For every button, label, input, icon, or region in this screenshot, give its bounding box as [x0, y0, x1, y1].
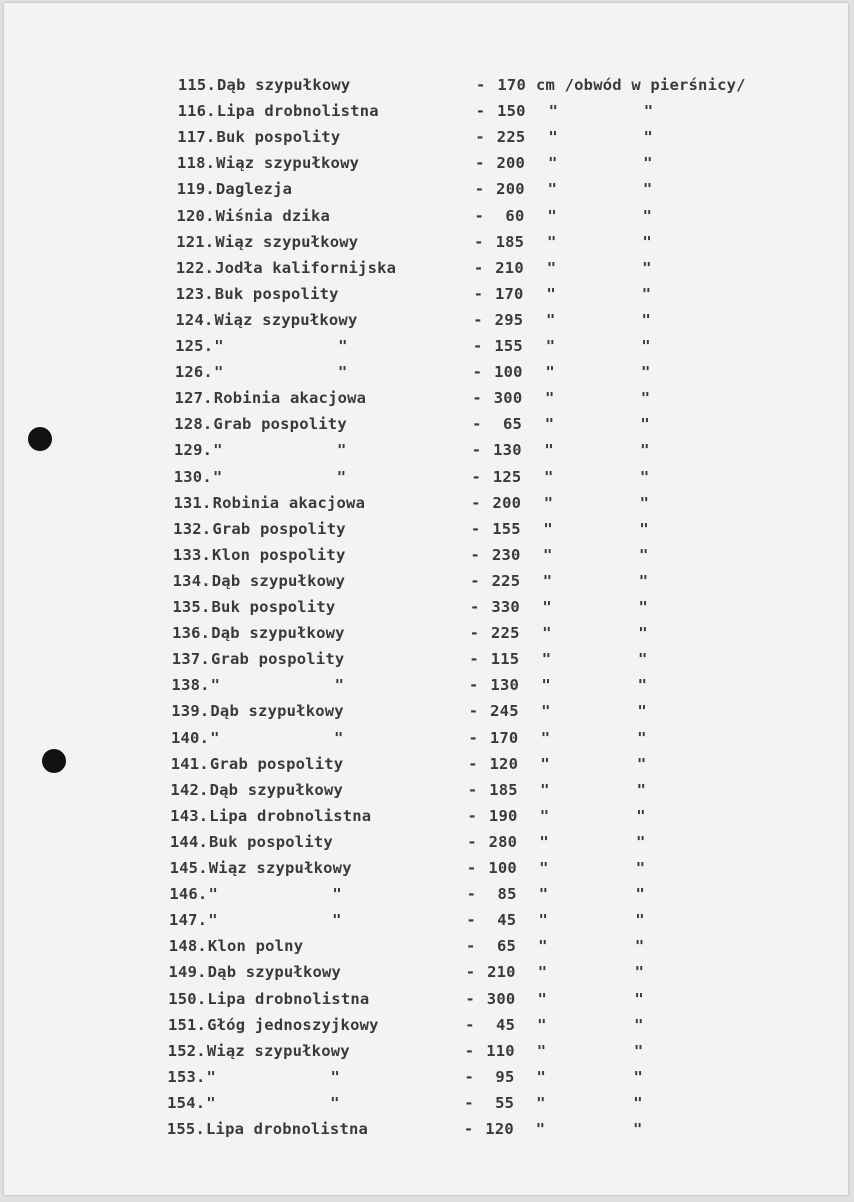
row-number: 136. [172, 624, 211, 643]
row-number: 124. [175, 310, 214, 329]
circumference-value: 155 [494, 337, 523, 355]
row-number: 135. [172, 598, 211, 616]
ditto-mark-note: " [639, 467, 650, 486]
dash: - [468, 728, 478, 747]
row-number: 155. [166, 1120, 205, 1138]
ditto-mark-unit: " [544, 441, 554, 460]
table-row [4, 727, 848, 749]
table-row [4, 805, 848, 827]
dash: - [469, 624, 480, 643]
dash: - [469, 598, 480, 616]
table-row [4, 1066, 848, 1088]
row-number: 128. [174, 415, 213, 434]
ditto-mark-note: " [636, 806, 646, 825]
row-number: 119. [176, 180, 215, 199]
ditto-mark-unit: " [537, 1015, 547, 1034]
ditto-mark-note: " [641, 310, 652, 329]
table-row [4, 674, 848, 696]
tree-species: Głóg jednoszyjkowy [207, 1015, 379, 1034]
tree-species: Grab pospolity [209, 754, 344, 773]
tree-species: Dąb szypułkowy [211, 571, 346, 590]
dash: - [466, 911, 476, 930]
circumference-value: 115 [490, 650, 520, 669]
ditto-mark-note: " [634, 1015, 644, 1034]
row-number: 139. [171, 702, 210, 721]
ditto-mark-note: " [640, 363, 651, 382]
row-number: 132. [173, 519, 212, 538]
ditto-mark-unit: " [544, 415, 555, 434]
table-row [4, 779, 848, 801]
ditto-mark-unit: " [541, 650, 552, 669]
tree-species: Buk pospolity [211, 598, 336, 616]
tree-species: Dąb szypułkowy [207, 963, 342, 982]
table-row [4, 1092, 848, 1114]
ditto-mark-unit: " [548, 154, 558, 173]
table-row [4, 883, 848, 905]
row-number: 151. [167, 1015, 207, 1034]
ditto-mark-note: " [638, 571, 649, 590]
tree-species: " " [212, 467, 347, 486]
row-number: 122. [175, 258, 215, 277]
ditto-mark-unit: " [542, 624, 552, 643]
row-number: 126. [174, 363, 213, 382]
row-number: 125. [175, 337, 214, 355]
ditto-mark-note: " [638, 598, 649, 616]
row-number: 131. [173, 493, 212, 512]
table-row [4, 492, 848, 514]
tree-species: Buk pospolity [214, 284, 339, 303]
tree-species: " " [210, 728, 344, 747]
row-number: 129. [174, 441, 213, 460]
circumference-value: 45 [496, 1015, 516, 1034]
table-row [4, 257, 848, 279]
dash: - [472, 337, 483, 355]
ditto-mark-note: " [633, 1067, 644, 1086]
dash: - [465, 963, 476, 982]
ditto-mark-unit: " [540, 754, 550, 773]
ditto-mark-note: " [639, 519, 649, 538]
dash: - [471, 493, 481, 512]
ditto-mark-unit: " [538, 911, 548, 930]
dash: - [476, 76, 486, 94]
ditto-mark-unit: " [542, 598, 552, 616]
tree-species: " " [210, 676, 345, 695]
table-row [4, 935, 848, 957]
circumference-value: 120 [485, 1120, 514, 1138]
table-row [4, 439, 848, 461]
row-number: 123. [175, 284, 214, 303]
circumference-value: 120 [489, 754, 519, 773]
circumference-value: 210 [487, 963, 516, 982]
ditto-mark-note: " [635, 911, 645, 930]
tree-species: Lipa drobnolistna [207, 989, 370, 1008]
ditto-mark-unit: " [547, 206, 557, 225]
dash: - [470, 571, 480, 590]
tree-species: " " [214, 337, 348, 355]
ditto-mark-unit: " [537, 963, 548, 982]
dash: - [469, 676, 479, 695]
row-number: 149. [168, 963, 207, 982]
ditto-mark-unit: " [538, 885, 549, 904]
tree-species: Dąb szypułkowy [217, 76, 351, 94]
dash: - [466, 859, 477, 877]
ditto-mark-unit: " [543, 519, 553, 538]
circumference-value: 125 [492, 467, 522, 486]
table-row [4, 596, 848, 618]
tree-species: Wiąz szypułkowy [208, 859, 352, 877]
row-number: 134. [172, 571, 211, 590]
dash: - [464, 1041, 475, 1060]
circumference-value: 170 [494, 284, 524, 303]
table-row [4, 74, 848, 96]
ditto-mark-unit: " [536, 1067, 546, 1086]
tree-species: Dąb szypułkowy [210, 702, 344, 721]
circumference-value: 95 [495, 1067, 515, 1086]
tree-species: Lipa drobnolistna [209, 806, 372, 825]
circumference-value: 225 [491, 571, 521, 590]
ditto-mark-unit: " [536, 1093, 546, 1112]
circumference-value: 170 [497, 76, 526, 94]
circumference-value: 190 [488, 806, 518, 825]
ditto-mark-note: " [640, 441, 650, 460]
ditto-mark-note: " [634, 937, 645, 956]
tree-species: Grab pospolity [213, 415, 347, 434]
row-number: 138. [171, 676, 210, 695]
dash: - [465, 989, 475, 1008]
tree-species: " " [208, 911, 342, 930]
ditto-mark-unit: " [545, 337, 556, 355]
table-row [4, 622, 848, 644]
ditto-mark-note: " [640, 389, 651, 408]
ditto-mark-note: " [637, 650, 648, 669]
tree-species: " " [206, 1067, 340, 1086]
tree-species: Wiąz szypułkowy [214, 310, 358, 329]
ditto-mark-note: " [643, 102, 654, 121]
dash: - [473, 258, 484, 277]
dash: - [472, 415, 482, 434]
table-row [4, 309, 848, 331]
ditto-mark-note: " [636, 780, 647, 799]
circumference-value: 100 [494, 363, 523, 382]
table-row [4, 570, 848, 592]
ditto-mark-note: " [638, 624, 648, 643]
ditto-mark-note: " [635, 885, 646, 904]
ditto-mark-unit: " [546, 310, 556, 329]
circumference-value: 225 [491, 624, 520, 643]
circumference-value: 300 [486, 989, 516, 1008]
row-number: 152. [167, 1041, 206, 1060]
dash: - [471, 467, 481, 486]
circumference-value: 150 [497, 102, 526, 121]
tree-species: Wiśnia dzika [215, 206, 331, 225]
circumference-value: 330 [491, 598, 520, 616]
dash: - [470, 519, 481, 538]
circumference-value: 225 [496, 128, 526, 147]
tree-species: " " [206, 1093, 340, 1112]
tree-species: Wiąz szypułkowy [206, 1041, 350, 1060]
dash: - [467, 806, 478, 825]
row-number: 142. [170, 780, 209, 799]
row-number: 146. [169, 885, 208, 904]
tree-species: Lipa drobnolistna [206, 1120, 369, 1138]
ditto-mark-note: " [637, 702, 647, 721]
ditto-mark-note: " [633, 1093, 643, 1112]
ditto-mark-note: " [636, 832, 646, 851]
dash: - [468, 702, 479, 721]
circumference-value: 170 [489, 728, 519, 747]
ditto-mark-note: " [637, 676, 648, 695]
dash: - [472, 363, 483, 382]
tree-species: Buk pospolity [216, 128, 341, 147]
circumference-value: 200 [496, 180, 525, 199]
dash: - [464, 1093, 474, 1112]
dash: - [473, 284, 484, 303]
ditto-mark-unit: " [541, 702, 551, 721]
ditto-mark-unit: " [545, 389, 555, 408]
dash: - [470, 545, 481, 564]
table-row [4, 100, 848, 122]
row-number: 127. [174, 389, 213, 408]
ditto-mark-unit: " [547, 180, 558, 199]
circumference-value: 200 [492, 493, 522, 512]
row-number: 154. [167, 1093, 206, 1112]
row-number: 116. [177, 102, 216, 121]
dash: - [474, 206, 485, 225]
row-number: 133. [172, 545, 212, 564]
circumference-value: 300 [493, 389, 523, 408]
dash: - [471, 441, 482, 460]
ditto-mark-unit: " [539, 832, 549, 851]
ditto-mark-note: " [634, 989, 644, 1008]
circumference-value: 130 [493, 441, 522, 460]
table-row [4, 909, 848, 931]
dash: - [475, 154, 485, 173]
ditto-mark-unit: " [542, 571, 553, 590]
row-number: 153. [167, 1067, 206, 1086]
table-row [4, 961, 848, 983]
ditto-mark-unit: " [537, 989, 547, 1008]
dash: - [463, 1120, 474, 1138]
dash: - [465, 1015, 475, 1034]
ditto-mark-note: " [633, 1120, 643, 1138]
dash: - [474, 180, 485, 199]
ditto-mark-unit: " [541, 676, 551, 695]
dash: - [472, 389, 482, 408]
ditto-mark-note: " [642, 180, 653, 199]
ditto-mark-unit: " [539, 859, 549, 877]
row-number: 150. [168, 989, 207, 1008]
row-number: 118. [177, 154, 216, 173]
dash: - [466, 937, 476, 956]
circumference-value: 65 [496, 937, 517, 956]
table-row [4, 361, 848, 383]
ditto-mark-unit: " [536, 1041, 547, 1060]
circumference-value: 245 [490, 702, 519, 721]
row-number: 130. [173, 467, 212, 486]
dash: - [473, 310, 483, 329]
circumference-value: 65 [502, 415, 523, 434]
dash: - [464, 1067, 475, 1086]
ditto-mark-note: " [633, 1041, 644, 1060]
circumference-value: 85 [497, 885, 517, 904]
ditto-mark-unit: " [545, 363, 555, 382]
tree-species: Wiąz szypułkowy [216, 154, 360, 173]
table-row [4, 178, 848, 200]
table-row [4, 648, 848, 670]
document-page [4, 3, 848, 1195]
table-row [4, 857, 848, 879]
row-number: 145. [169, 859, 208, 877]
ditto-mark-note: " [643, 154, 653, 173]
ditto-mark-note: " [640, 415, 650, 434]
table-row [4, 700, 848, 722]
tree-species: Klon pospolity [212, 545, 346, 564]
circumference-value: 280 [488, 832, 518, 851]
dash: - [467, 780, 478, 799]
ditto-mark-unit: " [535, 1120, 546, 1138]
ditto-mark-note: " [639, 493, 650, 512]
table-row [4, 518, 848, 540]
ditto-mark-note: " [635, 859, 646, 877]
row-number: 148. [168, 937, 207, 956]
circumference-value: 185 [489, 780, 518, 799]
circumference-value: 60 [505, 206, 525, 225]
ditto-mark-note: " [637, 728, 647, 747]
circumference-value: 210 [495, 258, 524, 277]
table-row [4, 988, 848, 1010]
ditto-mark-note: " [642, 258, 652, 277]
circumference-value: 110 [486, 1041, 515, 1060]
table-row [4, 126, 848, 148]
ditto-mark-note: " [636, 754, 647, 773]
table-row [4, 283, 848, 305]
dash: - [469, 650, 479, 669]
table-row [4, 335, 848, 357]
circumference-value: 230 [491, 545, 521, 564]
ditto-mark-note: " [639, 545, 649, 564]
ditto-mark-unit: " [546, 258, 557, 277]
dash: - [467, 832, 477, 851]
ditto-mark-unit: " [548, 128, 558, 147]
tree-species: " " [208, 885, 342, 904]
dash: - [474, 232, 484, 251]
tree-species: Grab pospolity [210, 650, 345, 669]
dash: - [475, 128, 485, 147]
ditto-mark-unit: " [543, 545, 553, 564]
ditto-mark-note: " [641, 284, 652, 303]
ditto-mark-unit: " [543, 493, 554, 512]
table-row [4, 1118, 848, 1140]
dash: - [468, 754, 478, 773]
table-row [4, 544, 848, 566]
tree-species: " " [213, 441, 347, 460]
table-row [4, 231, 848, 253]
table-row [4, 831, 848, 853]
row-number: 140. [170, 728, 210, 747]
ditto-mark-note: " [634, 963, 645, 982]
circumference-value: 200 [496, 154, 526, 173]
ditto-mark-note: " [642, 232, 652, 251]
circumference-value: 295 [494, 310, 524, 329]
row-number: 137. [171, 650, 210, 669]
row-number: 121. [176, 232, 215, 251]
ditto-mark-unit: " [538, 937, 548, 956]
tree-species: Buk pospolity [209, 832, 333, 851]
ditto-mark-unit: " [546, 284, 556, 303]
table-row [4, 205, 848, 227]
ditto-mark-note: " [641, 337, 651, 355]
table-row [4, 1040, 848, 1062]
circumference-value: 130 [490, 676, 520, 695]
ditto-mark-unit: " [539, 806, 550, 825]
tree-species: Lipa drobnolistna [216, 102, 379, 121]
circumference-value: 45 [497, 911, 517, 930]
ditto-mark-note: " [642, 206, 653, 225]
tree-species: Dąb szypułkowy [211, 624, 345, 643]
row-number: 120. [176, 206, 215, 225]
dash: - [466, 885, 477, 904]
circumference-value: 155 [492, 519, 521, 538]
tree-species: Robinia akacjowa [213, 389, 367, 408]
ditto-mark-unit: " [544, 467, 554, 486]
ditto-mark-unit: " [540, 780, 550, 799]
unit-header: cm /obwód w pierśnicy/ [536, 76, 746, 94]
row-number: 147. [169, 911, 208, 930]
tree-species: " " [213, 363, 348, 382]
table-row [4, 387, 848, 409]
tree-species: Robinia akacjowa [212, 493, 366, 512]
ditto-mark-note: " [643, 128, 653, 147]
row-number: 143. [170, 806, 209, 825]
table-row [4, 753, 848, 775]
circumference-value: 55 [495, 1093, 515, 1112]
table-row [4, 152, 848, 174]
row-number: 117. [177, 128, 216, 147]
row-number: 115. [177, 76, 216, 94]
dash: - [475, 102, 486, 121]
ditto-mark-unit: " [548, 102, 559, 121]
tree-species: Daglezja [215, 180, 293, 199]
row-number: 144. [169, 832, 209, 851]
ditto-mark-unit: " [540, 728, 551, 747]
circumference-value: 100 [488, 859, 517, 877]
table-row [4, 413, 848, 435]
tree-species: Wiąz szypułkowy [215, 232, 359, 251]
table-row [4, 1014, 848, 1036]
tree-species: Grab pospolity [212, 519, 346, 538]
table-row [4, 466, 848, 488]
row-number: 141. [170, 754, 209, 773]
ditto-mark-unit: " [547, 232, 557, 251]
tree-species: Dąb szypułkowy [209, 780, 344, 799]
circumference-value: 185 [495, 232, 525, 251]
tree-species: Jodła kalifornijska [215, 258, 397, 277]
tree-species: Klon polny [207, 937, 304, 956]
